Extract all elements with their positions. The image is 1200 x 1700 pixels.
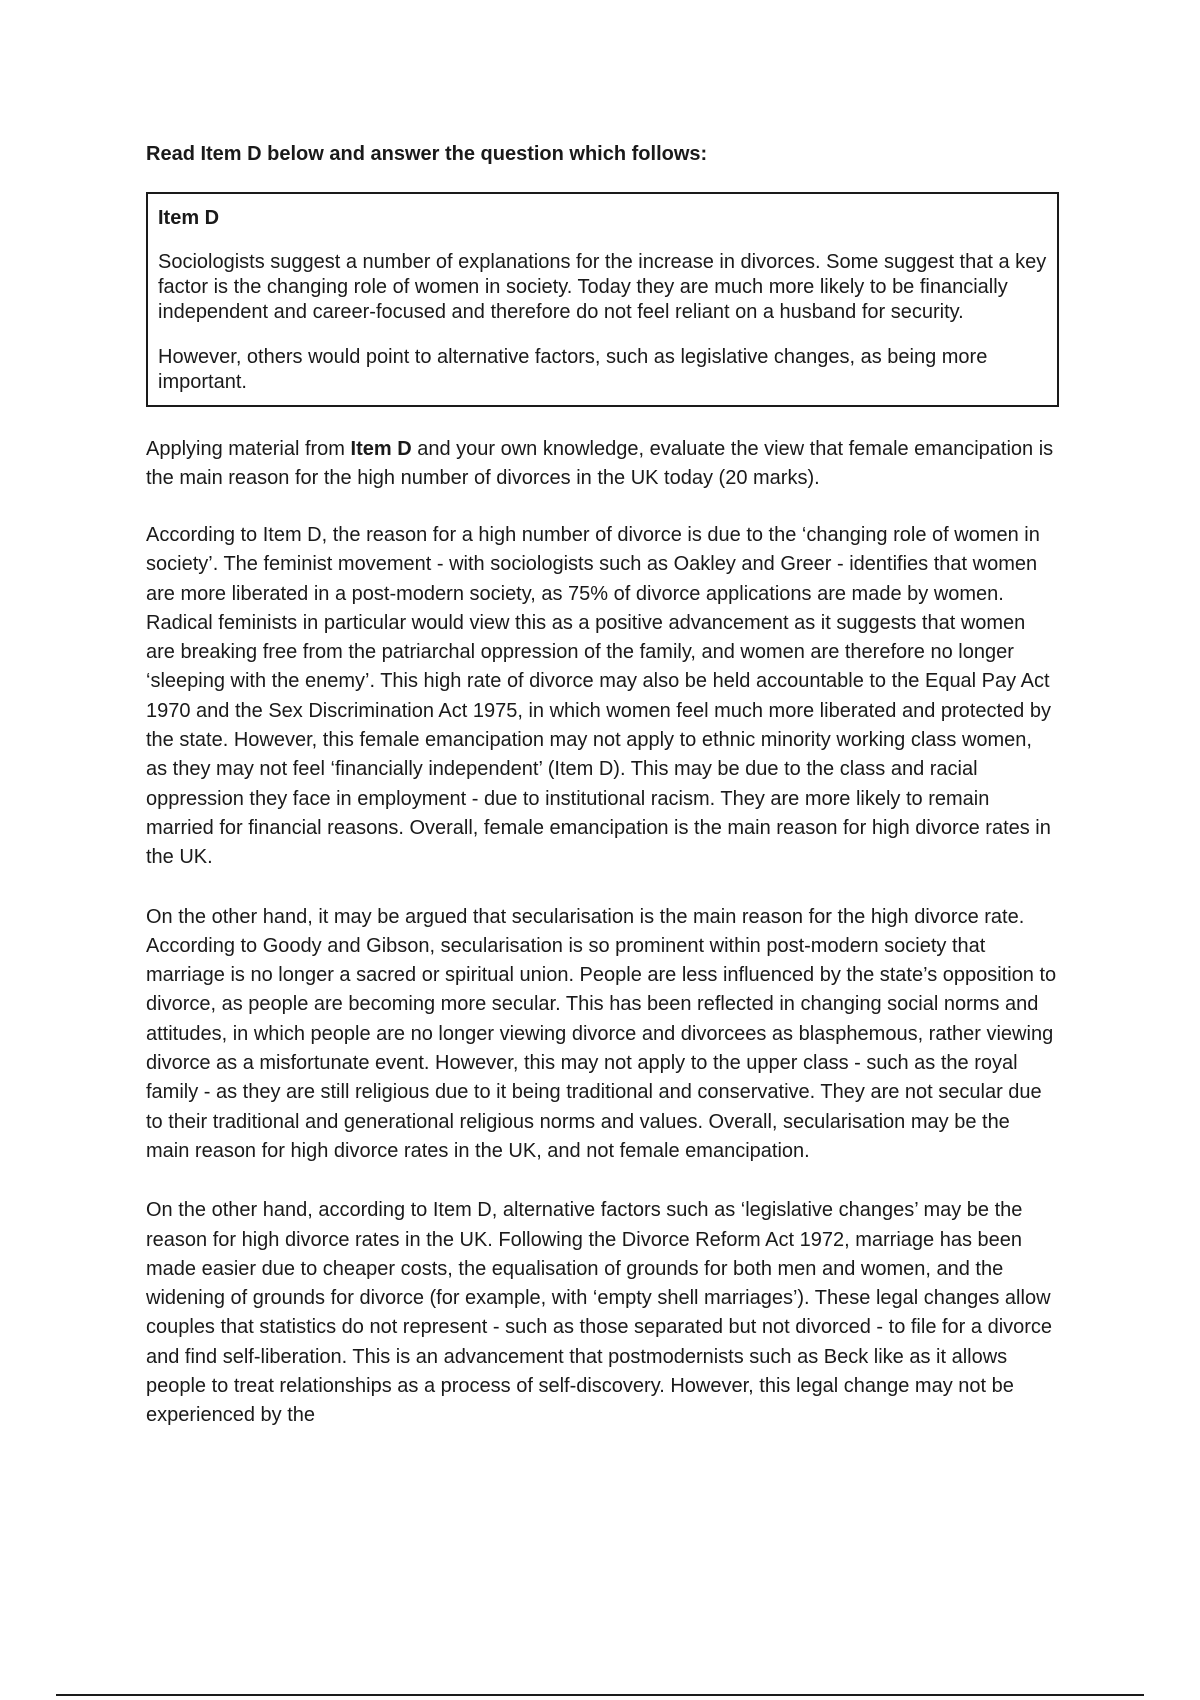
item-d-box (146, 192, 1059, 407)
item-box-title: Item D (158, 207, 220, 229)
question-bold-reference: Item D (350, 438, 412, 460)
question-prefix: Applying material from (146, 438, 351, 460)
essay-paragraph: According to Item D, the reason for a high number of divorce is due to the ‘changing role of women in society’. The feminist movement - with sociologists such as Oakley and Greer - identifies that women are more liberated in a post-modern society, as 75% of divorce applications are made by women. Radical feminists in particular would view this as a positive advancement as it suggests that women are breaking free from the patriarchal oppression of the family, and women are therefore no longer ‘sleeping with the enemy’. This high rate of divorce may also be held accountable to the Equal Pay Act 1970 and the Sex Discrimination Act 1975, in which women feel much more liberated and protected by the state. However, this female emancipation may not apply to ethnic minority working class women, as they may not feel ‘financially independent’ (Item D). This may be due to the class and racial oppression they face in employment - due to institutional racism. They are more likely to remain married for financial reasons. Overall, female emancipation is the main reason for high divorce rates in the UK. (146, 524, 1051, 869)
item-box-paragraph: However, others would point to alternative factors, such as legislative changes, as being more important. (158, 346, 988, 393)
essay-paragraph: On the other hand, according to Item D, alternative factors such as ‘legislative changes’ may be the reason for high divorce rates in the UK. Following the Divorce Reform Act 1972, marriage has been made easier due to cheaper costs, the equalisation of grounds for both men and women, and the widening of grounds for divorce (for example, with ‘empty shell marriages’). These legal changes allow couples that statistics do not represent - such as those separated but not divorced - to file for a divorce and find self-liberation. This is an advancement that postmodernists such as Beck like as it allows people to treat relationships as a process of self-discovery. However, this legal change may not be experienced by the (146, 1199, 1053, 1427)
page-bottom-rule (56, 1694, 1144, 1696)
item-box-paragraph: Sociologists suggest a number of explanations for the increase in divorces. Some suggest that a key factor is the changing role of women in society. Today they are much more likely to be financially independent and career-focused and therefore do not feel reliant on a husband for security. (158, 251, 1047, 323)
instruction-heading: Read Item D below and answer the question which follows: (146, 143, 708, 165)
document-page (146, 142, 1058, 1461)
essay-question (146, 435, 1058, 493)
essay-paragraph: On the other hand, it may be argued that secularisation is the main reason for the high divorce rate. According to Goody and Gibson, secularisation is so prominent within post-modern society that marriage is no longer a sacred or spiritual union. People are less influenced by the state’s opposition to divorce, as people are becoming more secular. This has been reflected in changing social norms and attitudes, in which people are no longer viewing divorce and divorcees as blasphemous, rather viewing divorce as a misfortunate event. However, this may not apply to the upper class - such as the royal family - as they are still religious due to it being traditional and conservative. They are not secular due to their traditional and generational religious norms and values. Overall, secularisation may be the main reason for high divorce rates in the UK, and not female emancipation. (146, 905, 1057, 1162)
question-suffix: and your own knowledge, evaluate the view that female emancipation is the main reason for the high number of divorces in the UK today (20 marks). (146, 438, 1054, 489)
